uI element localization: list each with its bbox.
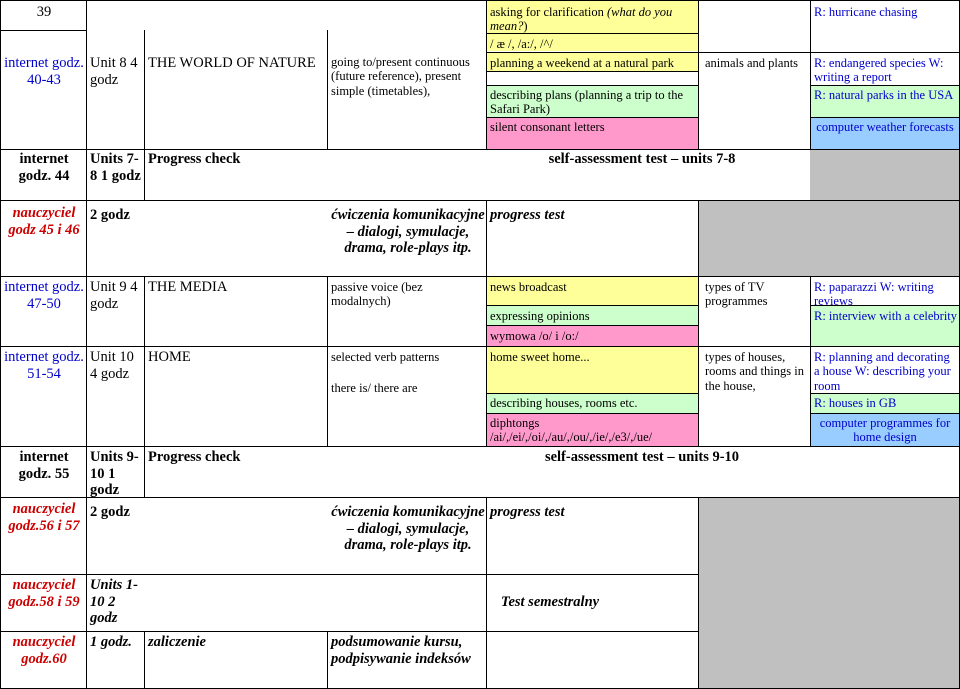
unit8-label: Unit 8 4 godz — [90, 55, 138, 88]
unit10-label: Unit 10 4 godz — [90, 349, 134, 382]
unit8-func1: planning a weekend at a natural park — [490, 56, 674, 70]
unit9-label: Unit 9 4 godz — [90, 279, 138, 312]
lesson-unit9: internet godz. 47-50 — [4, 279, 84, 312]
unit9-grammar: passive voice (bez modalnych) — [331, 280, 423, 309]
lesson-pc910: internet godz. 55 — [18, 449, 70, 482]
pc78-unit: Units 7-8 1 godz — [90, 151, 141, 184]
unit10-vocab: types of houses, rooms and things in the house, — [705, 350, 804, 393]
unit10-r3: computer programmes for home design — [819, 416, 951, 445]
lesson-pc78: internet godz. 44 — [18, 151, 70, 184]
lesson-final: nauczyciel godz.60 — [12, 634, 76, 667]
unit8-func2: describing plans (planning a trip to the Safari Park) — [490, 88, 684, 117]
final-summary: podsumowanie kursu, podpisywanie indeksów — [331, 634, 471, 667]
unit10-func1: home sweet home... — [490, 350, 590, 364]
pt910-test: progress test — [490, 504, 565, 520]
unit10-grammar1: selected verb patterns — [331, 350, 440, 364]
unit10-func3: diphtongs /ai/,/ei/,/oi/,/au/,/ou/,/ie/,/e3/,/ue/ — [490, 416, 653, 445]
unit8-topic: THE WORLD OF NATURE — [148, 55, 316, 71]
reflex-39: asking for clarification (what do you mean?) — [490, 5, 673, 34]
unit8-func3: silent consonant letters — [490, 120, 605, 134]
unit9-vocab: types of TV programmes — [705, 280, 768, 309]
sem-test: Test semestralny — [500, 594, 600, 610]
pt78-activity: ćwiczenia komunikacyjne – dialogi, symulacje, drama, role-plays itp. — [331, 207, 485, 257]
pt910-unit: 2 godz — [90, 504, 130, 520]
unit9-func2: expressing opinions — [490, 309, 590, 323]
unit10-r1: R: planning and decorating a house W: describing your room — [814, 350, 951, 393]
pt910-activity: ćwiczenia komunikacyjne – dialogi, symulacje, drama, role-plays itp. — [331, 504, 485, 554]
pc910-unit: Units 9-10 1 godz — [90, 449, 139, 499]
pc78-title: Progress check — [148, 151, 241, 167]
unit8-vocab: animals and plants — [705, 56, 799, 70]
pc78-assess: self-assessment test – units 7-8 — [548, 151, 736, 167]
bg-grey-1 — [699, 200, 810, 276]
unit8-grammar: going to/present continuous (future reference), present simple (timetables), — [331, 55, 470, 98]
unit10-topic: HOME — [148, 349, 191, 365]
lesson-39: 39 — [36, 4, 52, 20]
unit9-r2: R: interview with a celebrity — [814, 309, 958, 323]
lesson-pt78: nauczyciel godz 45 i 46 — [8, 205, 80, 238]
unit10-grammar2: there is/ there are — [331, 381, 418, 395]
unit8-r3: computer weather forecasts — [816, 120, 954, 134]
pc910-title: Progress check — [148, 449, 241, 465]
lesson-sem: nauczyciel godz.58 i 59 — [8, 577, 80, 610]
bg-grey-2 — [810, 150, 960, 276]
final-title: zaliczenie — [148, 634, 206, 650]
unit10-r2: R: houses in GB — [814, 396, 897, 410]
unit8-r2: R: natural parks in the USA — [814, 88, 954, 102]
unit9-r1: R: paparazzi W: writing reviews — [814, 280, 934, 309]
phonetics-39: / æ /, /a:/, /^/ — [490, 37, 553, 51]
r-hurricane: R: hurricane chasing — [814, 5, 918, 19]
unit8-r1: R: endangered species W: writing a report — [814, 56, 944, 85]
lesson-unit10: internet godz. 51-54 — [4, 349, 84, 382]
lesson-pt910: nauczyciel godz.56 i 57 — [8, 501, 80, 534]
final-unit: 1 godz. — [90, 634, 132, 650]
pt78-test: progress test — [490, 207, 565, 223]
unit9-func1: news broadcast — [490, 280, 567, 294]
pt78-unit: 2 godz — [90, 207, 130, 223]
lesson-unit8: internet godz. 40-43 — [4, 55, 84, 88]
unit9-func3: wymowa /o/ i /o:/ — [490, 329, 579, 343]
pc910-assess: self-assessment test – units 9-10 — [544, 449, 740, 465]
bg-grey-3 — [699, 497, 960, 689]
unit10-func2: describing houses, rooms etc. — [490, 396, 638, 410]
sem-unit: Units 1-10 2 godz — [90, 577, 138, 627]
unit9-topic: THE MEDIA — [148, 279, 228, 295]
